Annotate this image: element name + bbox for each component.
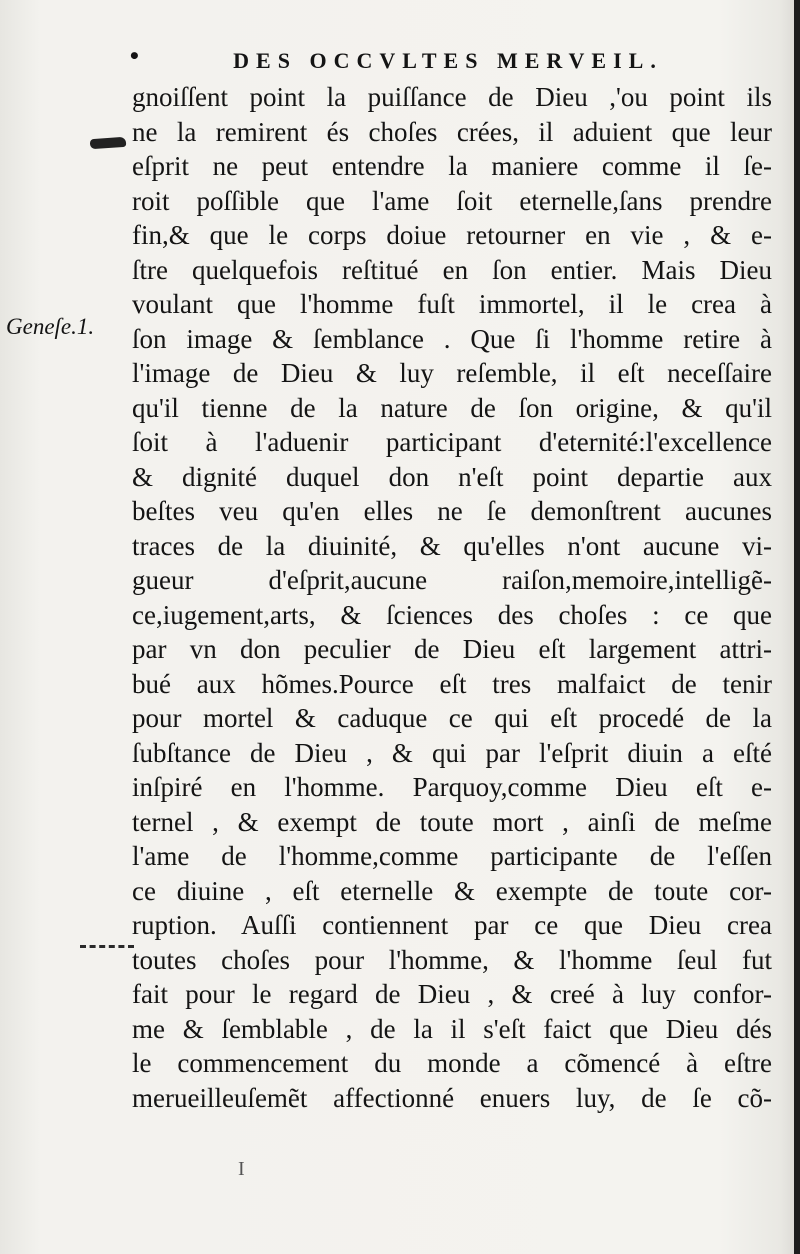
text-line: ternel , & exempt de toute mort , ainſi de meſme bbox=[132, 806, 772, 837]
text-line: gueur d'eſprit,aucune raiſon,memoire,intelligẽ- bbox=[132, 565, 772, 595]
text-line: toutes choſes pour l'homme, & l'homme ſeul fut bbox=[132, 944, 772, 975]
text-line: le commencement du monde a cõmencé à eſtre bbox=[132, 1048, 772, 1078]
text-line: gnoiſſent point la puiſſance de Dieu ,'ou point ils bbox=[132, 82, 772, 112]
text-line: l'ame de l'homme,comme participante de l'eſſen bbox=[132, 841, 772, 871]
text-line: merueilleuſemẽt affectionné enuers luy, de ſe cõ- bbox=[132, 1082, 772, 1113]
text-line: ſon image & ſemblance . Que ſi l'homme retire à bbox=[132, 323, 772, 354]
ink-mark-bottom bbox=[80, 945, 134, 948]
text-line: pour mortel & caduque ce qui eſt procedé de la bbox=[132, 703, 772, 733]
running-title: DES OCCVLTES MERVEIL. bbox=[233, 48, 663, 73]
text-line: qu'il tienne de la nature de ſon origine, & qu'il bbox=[132, 392, 772, 423]
text-line: eſprit ne peut entendre la maniere comme il ſe- bbox=[132, 151, 772, 181]
text-line: l'image de Dieu & luy reſemble, il eſt neceſſaire bbox=[132, 358, 772, 388]
text-line: voulant que l'homme fuſt immortel, il le crea à bbox=[132, 289, 772, 319]
ink-mark-top bbox=[90, 137, 127, 149]
text-line: fait pour le regard de Dieu , & creé à luy confor- bbox=[132, 979, 772, 1009]
text-line: ce,iugement,arts, & ſciences des choſes : ce que bbox=[132, 599, 772, 630]
margin-note-reference: Geneſe.1. bbox=[6, 314, 95, 339]
text-line: ſoit à l'aduenir participant d'eternité:l'excellence bbox=[132, 427, 772, 457]
text-line: par vn don peculier de Dieu eſt largement attri- bbox=[132, 634, 772, 664]
text-line: ſtre quelquefois reſtitué en ſon entier. Mais Dieu bbox=[132, 254, 772, 285]
header-ornament: • bbox=[128, 44, 141, 68]
signature-mark: I bbox=[238, 1158, 245, 1180]
page-edge-shadow bbox=[794, 0, 800, 1254]
text-line: ce diuine , eſt eternelle & exempte de toute cor- bbox=[132, 875, 772, 906]
body-text bbox=[132, 80, 772, 1115]
text-line: fin,& que le corps doiue retourner en vie , & e- bbox=[132, 220, 772, 250]
text-line: inſpiré en l'homme. Parquoy,comme Dieu eſt e- bbox=[132, 772, 772, 802]
text-line: me & ſemblable , de la il s'eſt faict que Dieu dés bbox=[132, 1013, 772, 1044]
text-line: ruption. Auſſi contiennent par ce que Dieu crea bbox=[132, 910, 772, 940]
text-line: bué aux hõmes.Pource eſt tres malfaict de tenir bbox=[132, 668, 772, 699]
text-line: roit poſſible que l'ame ſoit eternelle,ſans prendre bbox=[132, 185, 772, 216]
text-line: ſubſtance de Dieu , & qui par l'eſprit diuin a eſté bbox=[132, 737, 772, 768]
text-line: beſtes veu qu'en elles ne ſe demonſtrent aucunes bbox=[132, 496, 772, 526]
text-line: ne la remirent és choſes crées, il aduient que leur bbox=[132, 116, 772, 147]
text-line: & dignité duquel don n'eſt point departie aux bbox=[132, 461, 772, 492]
text-line: traces de la diuinité, & qu'elles n'ont aucune vi- bbox=[132, 530, 772, 561]
